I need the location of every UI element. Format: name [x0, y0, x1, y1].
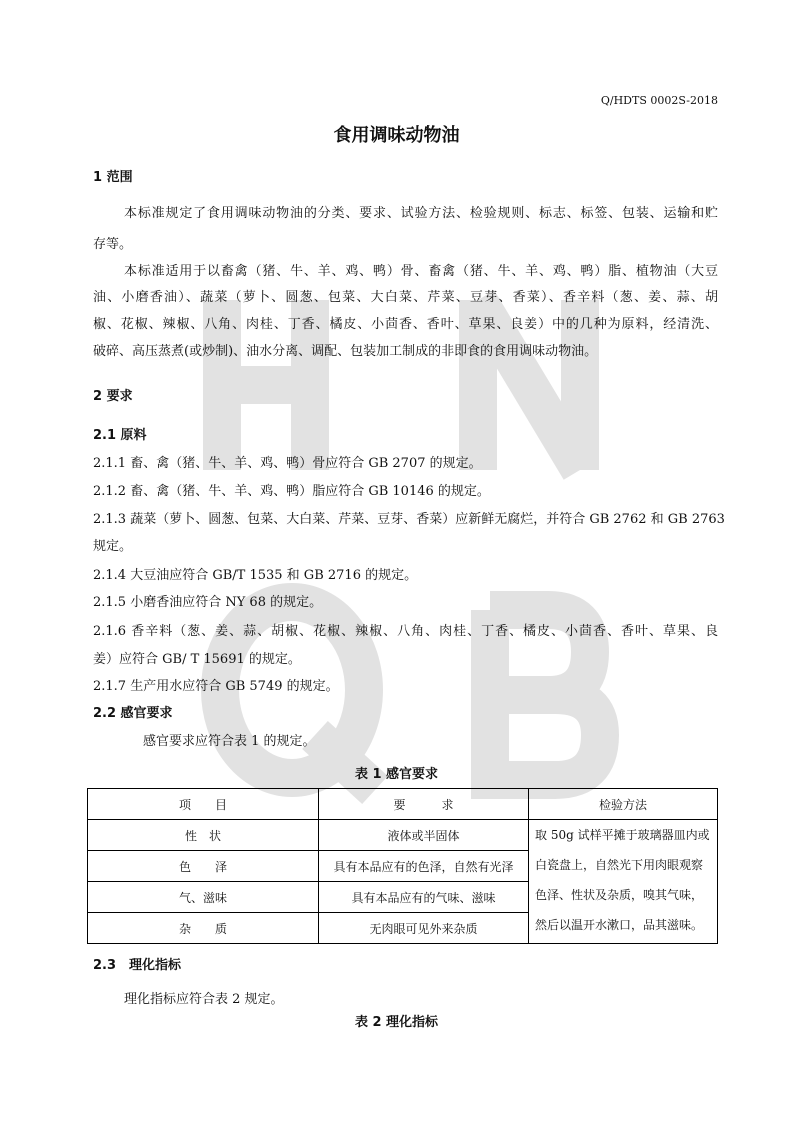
paragraph-line: 感官要求应符合表 1 的规定。: [143, 734, 316, 749]
document-code: Q/HDTS 0002S-2018: [600, 94, 718, 107]
table-cell: 杂 质: [88, 913, 319, 944]
table-cell: 具有本品应有的气味、滋味: [319, 882, 529, 913]
subsection-heading: 2.1 原料: [93, 428, 147, 443]
sensory-requirements-table: [87, 788, 718, 944]
subsection-heading: 2.3 理化指标: [93, 958, 182, 973]
table-caption: 表 1 感官要求: [354, 767, 439, 782]
paragraph-line: 油、小磨香油）、蔬菜（萝卜、圆葱、包菜、大白菜、芹菜、豆芽、香菜）、香辛料（葱、姜、蒜、胡: [93, 290, 718, 305]
document-title: 食用调味动物油: [333, 125, 460, 146]
clause: 2.1.2 畜、禽（猪、牛、羊、鸡、鸭）脂应符合 GB 10146 的规定。: [93, 484, 490, 499]
table-cell: 无肉眼可见外来杂质: [319, 913, 529, 944]
table-cell: 液体或半固体: [319, 820, 529, 851]
clause: 姜）应符合 GB/ T 15691 的规定。: [93, 652, 301, 667]
clause: 2.1.7 生产用水应符合 GB 5749 的规定。: [93, 679, 339, 694]
clause: 2.1.3 蔬菜（萝卜、圆葱、包菜、大白菜、芹菜、豆芽、香菜）应新鲜无腐烂，并符合 GB 2762 和 GB 2763: [93, 512, 725, 527]
table-header: 要 求: [319, 789, 529, 820]
table-header-row: [88, 789, 718, 820]
paragraph-line: 本标准适用于以畜禽（猪、牛、羊、鸡、鸭）骨、畜禽（猪、牛、羊、鸡、鸭）脂、植物油（大豆: [124, 264, 718, 279]
section-heading: 1 范围: [93, 170, 133, 185]
clause: 2.1.1 畜、禽（猪、牛、羊、鸡、鸭）骨应符合 GB 2707 的规定。: [93, 456, 482, 471]
table-header: 项 目: [88, 789, 319, 820]
paragraph-line: 理化指标应符合表 2 规定。: [124, 992, 284, 1007]
paragraph-line: 破碎、高压蒸煮(或炒制)、油水分离、调配、包装加工制成的非即食的食用调味动物油。: [93, 344, 598, 359]
table-header: 检验方法: [529, 789, 718, 820]
table-cell: 具有本品应有的色泽，自然有光泽: [319, 851, 529, 882]
table-cell: 气、滋味: [88, 882, 319, 913]
paragraph-line: 存等。: [93, 237, 133, 252]
table-cell: 性 状: [88, 820, 319, 851]
clause: 2.1.4 大豆油应符合 GB/T 1535 和 GB 2716 的规定。: [93, 568, 418, 583]
paragraph-line: 椒、花椒、辣椒、八角、肉桂、丁香、橘皮、小茴香、香叶、草果、良姜）中的几种为原料，经清洗、: [93, 317, 718, 332]
clause: 规定。: [93, 539, 133, 554]
clause: 2.1.5 小磨香油应符合 NY 68 的规定。: [93, 595, 323, 610]
clause: 2.1.6 香辛料（葱、姜、蒜、胡椒、花椒、辣椒、八角、肉桂、丁香、橘皮、小茴香、香叶、草果、良: [93, 624, 718, 639]
table-cell: 色 泽: [88, 851, 319, 882]
table-caption: 表 2 理化指标: [354, 1015, 439, 1030]
table-row: [88, 820, 718, 851]
subsection-heading: 2.2 感官要求: [93, 706, 173, 721]
paragraph-line: 本标准规定了食用调味动物油的分类、要求、试验方法、检验规则、标志、标签、包装、运输和贮: [124, 206, 718, 221]
section-heading: 2 要求: [93, 389, 133, 404]
table-cell-method: 取 50g 试样平摊于玻璃器皿内或白瓷盘上，自然光下用肉眼观察色泽、性状及杂质，嗅其气味，然后以温开水漱口，品其滋味。: [529, 820, 718, 944]
